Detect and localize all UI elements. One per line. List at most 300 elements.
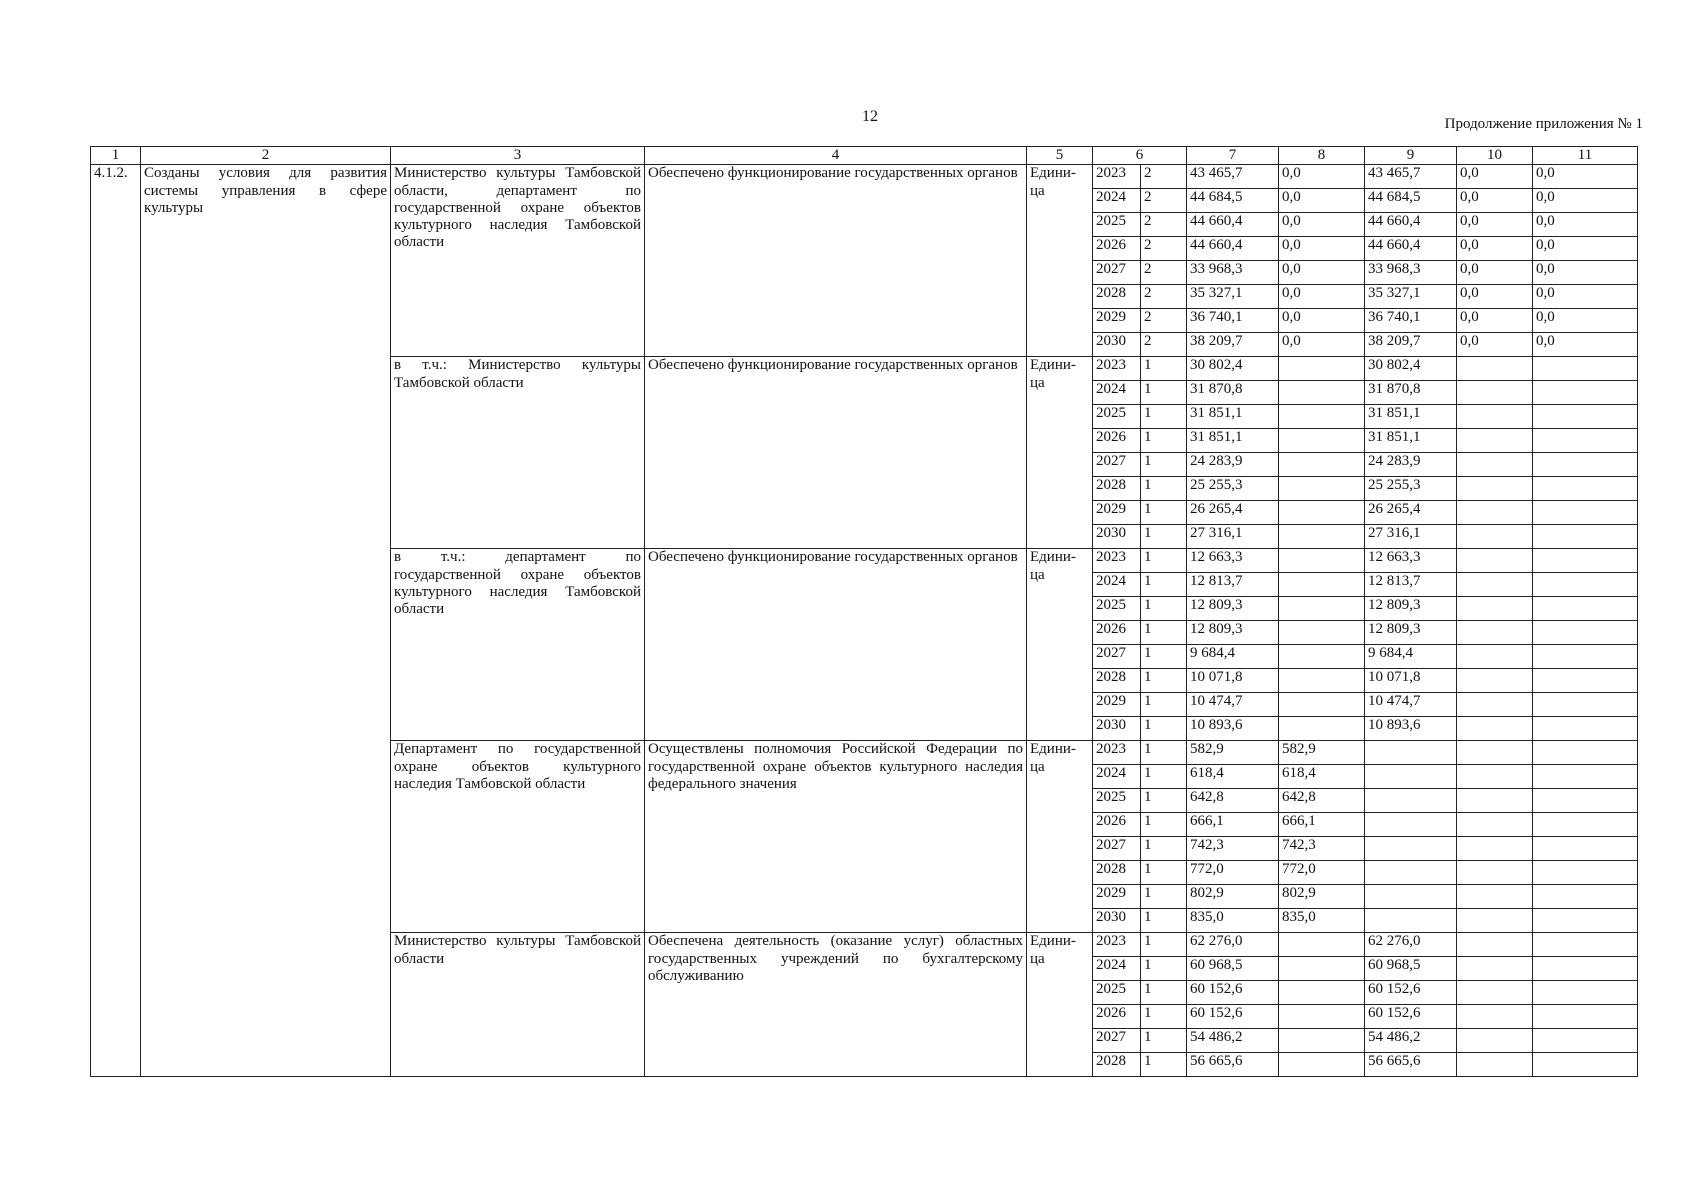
regional-cell: 30 802,4 (1365, 357, 1457, 381)
local-cell (1457, 1029, 1533, 1053)
total-cell: 27 316,1 (1187, 525, 1279, 549)
result-cell: Осуществлены полномочия Российской Федерации по государственной охране объектов культурного наследия федерального значения (645, 741, 1027, 933)
local-cell (1457, 501, 1533, 525)
quantity-cell: 1 (1141, 669, 1187, 693)
federal-cell (1279, 381, 1365, 405)
local-cell (1457, 357, 1533, 381)
local-cell (1457, 885, 1533, 909)
year-cell: 2030 (1093, 525, 1141, 549)
federal-cell (1279, 405, 1365, 429)
other-cell (1533, 717, 1638, 741)
total-cell: 33 968,3 (1187, 261, 1279, 285)
result-cell: Обеспечено функционирование государственных органов (645, 549, 1027, 741)
other-cell (1533, 1029, 1638, 1053)
other-cell (1533, 1053, 1638, 1077)
total-cell: 38 209,7 (1187, 333, 1279, 357)
quantity-cell: 1 (1141, 741, 1187, 765)
executor-cell: в т.ч.: департамент по государственной охране объектов культурного наследия Тамбовской области (391, 549, 645, 741)
regional-cell (1365, 837, 1457, 861)
item-goal: Созданы условия для развития системы управления в сфере культуры (141, 165, 391, 1077)
year-cell: 2030 (1093, 717, 1141, 741)
other-cell (1533, 501, 1638, 525)
regional-cell: 44 684,5 (1365, 189, 1457, 213)
year-cell: 2025 (1093, 213, 1141, 237)
quantity-cell: 1 (1141, 573, 1187, 597)
federal-cell (1279, 717, 1365, 741)
quantity-cell: 1 (1141, 693, 1187, 717)
total-cell: 31 851,1 (1187, 405, 1279, 429)
header-row (91, 147, 1638, 165)
quantity-cell: 1 (1141, 861, 1187, 885)
regional-cell: 25 255,3 (1365, 477, 1457, 501)
executor-cell: Министерство культуры Тамбовской области, департамент по государственной охране объектов культурного наследия Тамбовской области (391, 165, 645, 357)
total-cell: 54 486,2 (1187, 1029, 1279, 1053)
quantity-cell: 1 (1141, 837, 1187, 861)
quantity-cell: 1 (1141, 957, 1187, 981)
quantity-cell: 1 (1141, 645, 1187, 669)
other-cell (1533, 909, 1638, 933)
quantity-cell: 1 (1141, 1005, 1187, 1029)
unit-cell: Едини-ца (1027, 549, 1093, 741)
local-cell: 0,0 (1457, 165, 1533, 189)
local-cell (1457, 573, 1533, 597)
federal-cell (1279, 453, 1365, 477)
local-cell (1457, 429, 1533, 453)
regional-cell: 60 152,6 (1365, 981, 1457, 1005)
quantity-cell: 1 (1141, 381, 1187, 405)
quantity-cell: 1 (1141, 789, 1187, 813)
other-cell (1533, 597, 1638, 621)
other-cell: 0,0 (1533, 189, 1638, 213)
local-cell (1457, 621, 1533, 645)
header-col-9: 9 (1365, 147, 1457, 165)
local-cell (1457, 645, 1533, 669)
other-cell: 0,0 (1533, 237, 1638, 261)
local-cell: 0,0 (1457, 285, 1533, 309)
regional-cell (1365, 765, 1457, 789)
other-cell (1533, 813, 1638, 837)
result-cell: Обеспечено функционирование государственных органов (645, 357, 1027, 549)
regional-cell: 44 660,4 (1365, 213, 1457, 237)
year-cell: 2028 (1093, 861, 1141, 885)
continuation-note: Продолжение приложения № 1 (1444, 116, 1643, 132)
federal-cell (1279, 573, 1365, 597)
total-cell: 35 327,1 (1187, 285, 1279, 309)
total-cell: 12 663,3 (1187, 549, 1279, 573)
quantity-cell: 2 (1141, 165, 1187, 189)
item-number: 4.1.2. (91, 165, 141, 1077)
other-cell (1533, 357, 1638, 381)
other-cell (1533, 837, 1638, 861)
other-cell (1533, 861, 1638, 885)
regional-cell: 43 465,7 (1365, 165, 1457, 189)
regional-cell: 12 809,3 (1365, 597, 1457, 621)
regional-cell: 31 851,1 (1365, 429, 1457, 453)
local-cell (1457, 477, 1533, 501)
year-cell: 2028 (1093, 285, 1141, 309)
federal-cell: 0,0 (1279, 237, 1365, 261)
total-cell: 30 802,4 (1187, 357, 1279, 381)
quantity-cell: 2 (1141, 285, 1187, 309)
quantity-cell: 1 (1141, 501, 1187, 525)
federal-cell: 618,4 (1279, 765, 1365, 789)
header-col-6: 6 (1093, 147, 1187, 165)
regional-cell: 54 486,2 (1365, 1029, 1457, 1053)
total-cell: 56 665,6 (1187, 1053, 1279, 1077)
total-cell: 802,9 (1187, 885, 1279, 909)
federal-cell (1279, 501, 1365, 525)
local-cell (1457, 525, 1533, 549)
federal-cell (1279, 477, 1365, 501)
table-row (91, 165, 1638, 189)
total-cell: 26 265,4 (1187, 501, 1279, 525)
header-col-4: 4 (645, 147, 1027, 165)
total-cell: 9 684,4 (1187, 645, 1279, 669)
result-cell: Обеспечена деятельность (оказание услуг) областных государственных учреждений по бухгалтерскому обслуживанию (645, 933, 1027, 1077)
local-cell: 0,0 (1457, 213, 1533, 237)
quantity-cell: 1 (1141, 453, 1187, 477)
other-cell: 0,0 (1533, 261, 1638, 285)
federal-cell: 0,0 (1279, 165, 1365, 189)
federal-cell: 666,1 (1279, 813, 1365, 837)
year-cell: 2025 (1093, 789, 1141, 813)
total-cell: 60 968,5 (1187, 957, 1279, 981)
total-cell: 642,8 (1187, 789, 1279, 813)
federal-cell (1279, 357, 1365, 381)
total-cell: 12 809,3 (1187, 597, 1279, 621)
other-cell (1533, 741, 1638, 765)
year-cell: 2024 (1093, 765, 1141, 789)
local-cell (1457, 957, 1533, 981)
year-cell: 2028 (1093, 669, 1141, 693)
total-cell: 31 851,1 (1187, 429, 1279, 453)
regional-cell: 10 893,6 (1365, 717, 1457, 741)
federal-cell (1279, 621, 1365, 645)
year-cell: 2028 (1093, 1053, 1141, 1077)
total-cell: 43 465,7 (1187, 165, 1279, 189)
regional-cell: 31 851,1 (1365, 405, 1457, 429)
quantity-cell: 1 (1141, 549, 1187, 573)
total-cell: 44 660,4 (1187, 213, 1279, 237)
regional-cell (1365, 861, 1457, 885)
quantity-cell: 2 (1141, 189, 1187, 213)
regional-cell: 31 870,8 (1365, 381, 1457, 405)
federal-cell (1279, 1005, 1365, 1029)
year-cell: 2027 (1093, 453, 1141, 477)
regional-cell: 10 474,7 (1365, 693, 1457, 717)
table-body (91, 165, 1638, 1077)
quantity-cell: 1 (1141, 909, 1187, 933)
unit-cell: Едини-ца (1027, 741, 1093, 933)
regional-cell: 9 684,4 (1365, 645, 1457, 669)
total-cell: 582,9 (1187, 741, 1279, 765)
year-cell: 2026 (1093, 813, 1141, 837)
federal-cell: 802,9 (1279, 885, 1365, 909)
year-cell: 2024 (1093, 381, 1141, 405)
total-cell: 10 071,8 (1187, 669, 1279, 693)
local-cell (1457, 669, 1533, 693)
regional-cell: 24 283,9 (1365, 453, 1457, 477)
local-cell: 0,0 (1457, 333, 1533, 357)
year-cell: 2027 (1093, 261, 1141, 285)
federal-cell (1279, 957, 1365, 981)
local-cell (1457, 789, 1533, 813)
other-cell (1533, 477, 1638, 501)
total-cell: 60 152,6 (1187, 981, 1279, 1005)
header-col-11: 11 (1533, 147, 1638, 165)
local-cell (1457, 765, 1533, 789)
quantity-cell: 2 (1141, 309, 1187, 333)
unit-cell: Едини-ца (1027, 933, 1093, 1077)
other-cell (1533, 981, 1638, 1005)
year-cell: 2023 (1093, 741, 1141, 765)
other-cell: 0,0 (1533, 213, 1638, 237)
other-cell: 0,0 (1533, 309, 1638, 333)
total-cell: 25 255,3 (1187, 477, 1279, 501)
quantity-cell: 1 (1141, 405, 1187, 429)
year-cell: 2025 (1093, 597, 1141, 621)
regional-cell: 62 276,0 (1365, 933, 1457, 957)
other-cell: 0,0 (1533, 285, 1638, 309)
year-cell: 2027 (1093, 837, 1141, 861)
other-cell (1533, 957, 1638, 981)
federal-cell: 772,0 (1279, 861, 1365, 885)
header-col-5: 5 (1027, 147, 1093, 165)
year-cell: 2026 (1093, 621, 1141, 645)
total-cell: 24 283,9 (1187, 453, 1279, 477)
quantity-cell: 2 (1141, 237, 1187, 261)
other-cell: 0,0 (1533, 165, 1638, 189)
other-cell (1533, 789, 1638, 813)
local-cell (1457, 381, 1533, 405)
federal-cell: 0,0 (1279, 189, 1365, 213)
total-cell: 62 276,0 (1187, 933, 1279, 957)
quantity-cell: 1 (1141, 1029, 1187, 1053)
federal-cell (1279, 1029, 1365, 1053)
total-cell: 12 813,7 (1187, 573, 1279, 597)
other-cell (1533, 429, 1638, 453)
year-cell: 2027 (1093, 1029, 1141, 1053)
year-cell: 2029 (1093, 693, 1141, 717)
header-col-1: 1 (91, 147, 141, 165)
regional-cell: 12 809,3 (1365, 621, 1457, 645)
regional-cell: 26 265,4 (1365, 501, 1457, 525)
quantity-cell: 1 (1141, 885, 1187, 909)
quantity-cell: 1 (1141, 717, 1187, 741)
year-cell: 2030 (1093, 909, 1141, 933)
regional-cell (1365, 789, 1457, 813)
regional-cell (1365, 741, 1457, 765)
quantity-cell: 2 (1141, 333, 1187, 357)
executor-cell: в т.ч.: Министерство культуры Тамбовской области (391, 357, 645, 549)
year-cell: 2023 (1093, 165, 1141, 189)
total-cell: 44 684,5 (1187, 189, 1279, 213)
year-cell: 2028 (1093, 477, 1141, 501)
year-cell: 2023 (1093, 933, 1141, 957)
federal-cell: 835,0 (1279, 909, 1365, 933)
total-cell: 31 870,8 (1187, 381, 1279, 405)
regional-cell: 10 071,8 (1365, 669, 1457, 693)
federal-cell (1279, 429, 1365, 453)
year-cell: 2029 (1093, 309, 1141, 333)
federal-cell: 642,8 (1279, 789, 1365, 813)
other-cell (1533, 405, 1638, 429)
local-cell (1457, 933, 1533, 957)
other-cell (1533, 549, 1638, 573)
other-cell (1533, 765, 1638, 789)
result-cell: Обеспечено функционирование государственных органов (645, 165, 1027, 357)
year-cell: 2024 (1093, 189, 1141, 213)
total-cell: 10 893,6 (1187, 717, 1279, 741)
local-cell (1457, 597, 1533, 621)
local-cell (1457, 693, 1533, 717)
local-cell (1457, 405, 1533, 429)
other-cell (1533, 669, 1638, 693)
federal-cell: 582,9 (1279, 741, 1365, 765)
total-cell: 12 809,3 (1187, 621, 1279, 645)
year-cell: 2025 (1093, 981, 1141, 1005)
total-cell: 44 660,4 (1187, 237, 1279, 261)
year-cell: 2023 (1093, 357, 1141, 381)
header-col-3: 3 (391, 147, 645, 165)
regional-cell: 33 968,3 (1365, 261, 1457, 285)
total-cell: 772,0 (1187, 861, 1279, 885)
other-cell (1533, 453, 1638, 477)
quantity-cell: 1 (1141, 597, 1187, 621)
local-cell: 0,0 (1457, 309, 1533, 333)
other-cell (1533, 693, 1638, 717)
year-cell: 2027 (1093, 645, 1141, 669)
regional-cell: 44 660,4 (1365, 237, 1457, 261)
quantity-cell: 1 (1141, 357, 1187, 381)
other-cell (1533, 573, 1638, 597)
year-cell: 2029 (1093, 501, 1141, 525)
local-cell: 0,0 (1457, 189, 1533, 213)
total-cell: 60 152,6 (1187, 1005, 1279, 1029)
quantity-cell: 1 (1141, 1053, 1187, 1077)
regional-cell: 36 740,1 (1365, 309, 1457, 333)
regional-cell: 27 316,1 (1365, 525, 1457, 549)
local-cell: 0,0 (1457, 261, 1533, 285)
local-cell (1457, 909, 1533, 933)
local-cell (1457, 549, 1533, 573)
total-cell: 835,0 (1187, 909, 1279, 933)
other-cell: 0,0 (1533, 333, 1638, 357)
federal-cell: 0,0 (1279, 261, 1365, 285)
regional-cell: 56 665,6 (1365, 1053, 1457, 1077)
header-col-10: 10 (1457, 147, 1533, 165)
federal-cell (1279, 1053, 1365, 1077)
regional-cell: 60 152,6 (1365, 1005, 1457, 1029)
local-cell (1457, 1005, 1533, 1029)
federal-cell (1279, 597, 1365, 621)
total-cell: 618,4 (1187, 765, 1279, 789)
other-cell (1533, 645, 1638, 669)
unit-cell: Едини-ца (1027, 165, 1093, 357)
quantity-cell: 1 (1141, 981, 1187, 1005)
executor-cell: Департамент по государственной охране объектов культурного наследия Тамбовской области (391, 741, 645, 933)
year-cell: 2026 (1093, 1005, 1141, 1029)
federal-cell (1279, 525, 1365, 549)
quantity-cell: 1 (1141, 621, 1187, 645)
regional-cell: 35 327,1 (1365, 285, 1457, 309)
other-cell (1533, 621, 1638, 645)
quantity-cell: 1 (1141, 525, 1187, 549)
year-cell: 2030 (1093, 333, 1141, 357)
federal-cell (1279, 669, 1365, 693)
other-cell (1533, 381, 1638, 405)
regional-cell: 60 968,5 (1365, 957, 1457, 981)
quantity-cell: 2 (1141, 213, 1187, 237)
federal-cell (1279, 933, 1365, 957)
other-cell (1533, 885, 1638, 909)
federal-cell: 742,3 (1279, 837, 1365, 861)
quantity-cell: 1 (1141, 429, 1187, 453)
quantity-cell: 1 (1141, 477, 1187, 501)
total-cell: 36 740,1 (1187, 309, 1279, 333)
regional-cell (1365, 885, 1457, 909)
federal-cell (1279, 645, 1365, 669)
regional-cell (1365, 909, 1457, 933)
other-cell (1533, 525, 1638, 549)
federal-cell: 0,0 (1279, 333, 1365, 357)
year-cell: 2025 (1093, 405, 1141, 429)
other-cell (1533, 1005, 1638, 1029)
other-cell (1533, 933, 1638, 957)
unit-cell: Едини-ца (1027, 357, 1093, 549)
federal-cell: 0,0 (1279, 309, 1365, 333)
regional-cell: 38 209,7 (1365, 333, 1457, 357)
local-cell: 0,0 (1457, 237, 1533, 261)
federal-cell (1279, 981, 1365, 1005)
quantity-cell: 1 (1141, 933, 1187, 957)
regional-cell: 12 663,3 (1365, 549, 1457, 573)
regional-cell (1365, 813, 1457, 837)
total-cell: 742,3 (1187, 837, 1279, 861)
local-cell (1457, 837, 1533, 861)
header-col-8: 8 (1279, 147, 1365, 165)
header-col-7: 7 (1187, 147, 1279, 165)
local-cell (1457, 453, 1533, 477)
quantity-cell: 1 (1141, 813, 1187, 837)
year-cell: 2026 (1093, 429, 1141, 453)
federal-cell: 0,0 (1279, 213, 1365, 237)
local-cell (1457, 981, 1533, 1005)
year-cell: 2024 (1093, 957, 1141, 981)
federal-cell (1279, 693, 1365, 717)
local-cell (1457, 1053, 1533, 1077)
quantity-cell: 2 (1141, 261, 1187, 285)
total-cell: 666,1 (1187, 813, 1279, 837)
header-col-2: 2 (141, 147, 391, 165)
year-cell: 2023 (1093, 549, 1141, 573)
quantity-cell: 1 (1141, 765, 1187, 789)
federal-cell (1279, 549, 1365, 573)
total-cell: 10 474,7 (1187, 693, 1279, 717)
budget-table (90, 146, 1638, 1077)
local-cell (1457, 741, 1533, 765)
year-cell: 2026 (1093, 237, 1141, 261)
page-number: 12 (862, 108, 878, 125)
local-cell (1457, 813, 1533, 837)
local-cell (1457, 861, 1533, 885)
federal-cell: 0,0 (1279, 285, 1365, 309)
local-cell (1457, 717, 1533, 741)
year-cell: 2029 (1093, 885, 1141, 909)
regional-cell: 12 813,7 (1365, 573, 1457, 597)
executor-cell: Министерство культуры Тамбовской области (391, 933, 645, 1077)
year-cell: 2024 (1093, 573, 1141, 597)
